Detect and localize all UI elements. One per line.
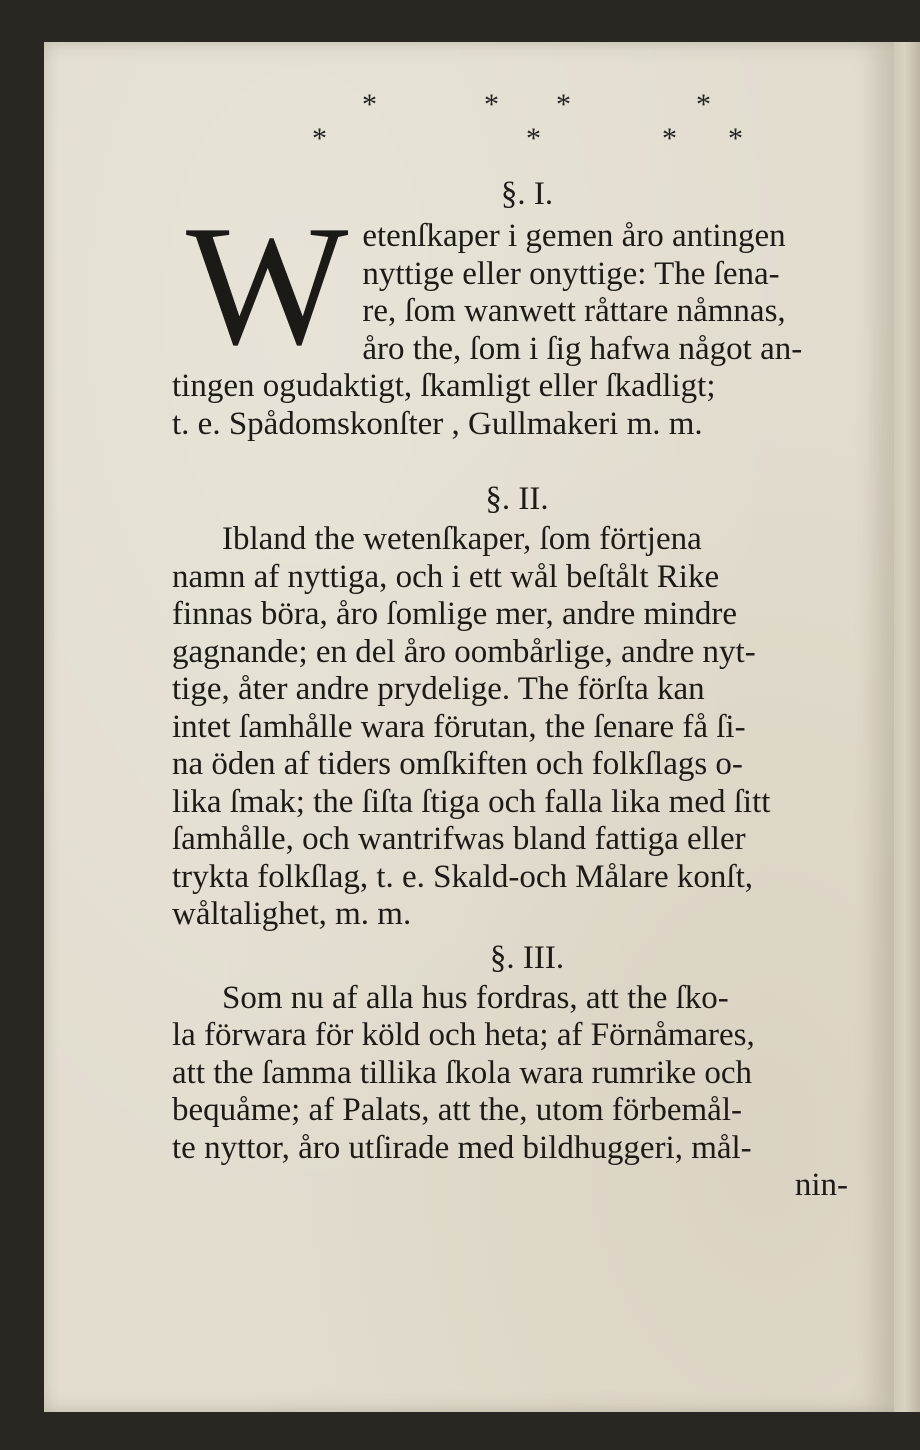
star-icon: * [556, 88, 571, 121]
text-line: bequåme; af Palats, att the, utom förbemål- [172, 1092, 742, 1128]
text-line: t. e. Spådomskonſter , Gullmakeri m. m. [172, 405, 703, 442]
star-icon: * [312, 122, 327, 155]
star-icon: * [484, 88, 499, 121]
star-icon: * [526, 122, 541, 155]
section-heading-1: §. I. [500, 176, 554, 212]
section-2-body [172, 521, 862, 934]
star-icon: * [362, 88, 377, 121]
text-line: te nyttor, åro utſirade med bildhuggeri, mål- [172, 1129, 752, 1166]
text-line: intet ſamhålle wara förutan, the ſenare få ſi- [172, 708, 746, 745]
section-heading-2: §. II. [485, 481, 549, 517]
text-line: finnas böra, åro ſomlige mer, andre mindre [172, 596, 737, 632]
catchword: nin- [794, 1167, 848, 1203]
text-line: etenſkaper i gemen åro antingen [362, 218, 786, 254]
section-heading-3: §. III. [489, 939, 565, 976]
section-3-body [172, 980, 862, 1205]
text-line: Som nu af alla hus fordras, att the ſko- [222, 979, 729, 1016]
text-line: ſamhålle, och wantrifwas bland fattiga eller [172, 821, 746, 857]
text-line: att the ſamma tillika ſkola wara rumrike och [172, 1054, 753, 1091]
text-line: na öden af tiders omſkiften och folkſlags o- [172, 746, 743, 782]
star-ornament [172, 82, 862, 162]
text-line: lika ſmak; the ſiſta ſtiga och falla lika med ſitt [172, 783, 771, 820]
text-line: tige, åter andre prydelige. The förſta kan [172, 671, 705, 707]
section-1-body [172, 191, 862, 443]
star-icon: * [696, 88, 711, 121]
page-gutter-shadow [894, 42, 920, 1412]
drop-cap-letter: W [186, 191, 349, 381]
text-line: nyttige eller onyttige: The ſena- [362, 255, 780, 292]
star-icon: * [728, 122, 743, 155]
text-line: gagnande; en del åro oombårlige, andre nyt- [172, 633, 756, 670]
page-text-block [172, 82, 862, 1205]
text-line: tingen ogudaktigt, ſkamligt eller ſkadligt; [172, 368, 716, 404]
text-line: trykta folkſlag, t. e. Skald-och Målare konſt, [172, 858, 754, 895]
text-line: namn af nyttiga, och i ett wål beſtålt Rike [172, 558, 720, 595]
text-line: åro the, ſom i ſig hafwa något an- [362, 330, 803, 367]
text-line: wåltalighet, m. m. [172, 896, 412, 932]
text-line: Ibland the wetenſkaper, ſom förtjena [222, 521, 702, 557]
star-icon: * [662, 122, 677, 155]
text-line: re, ſom wanwett råttare nåmnas, [362, 293, 786, 329]
text-line: la förwara för köld och heta; af Förnåmares, [172, 1017, 755, 1053]
